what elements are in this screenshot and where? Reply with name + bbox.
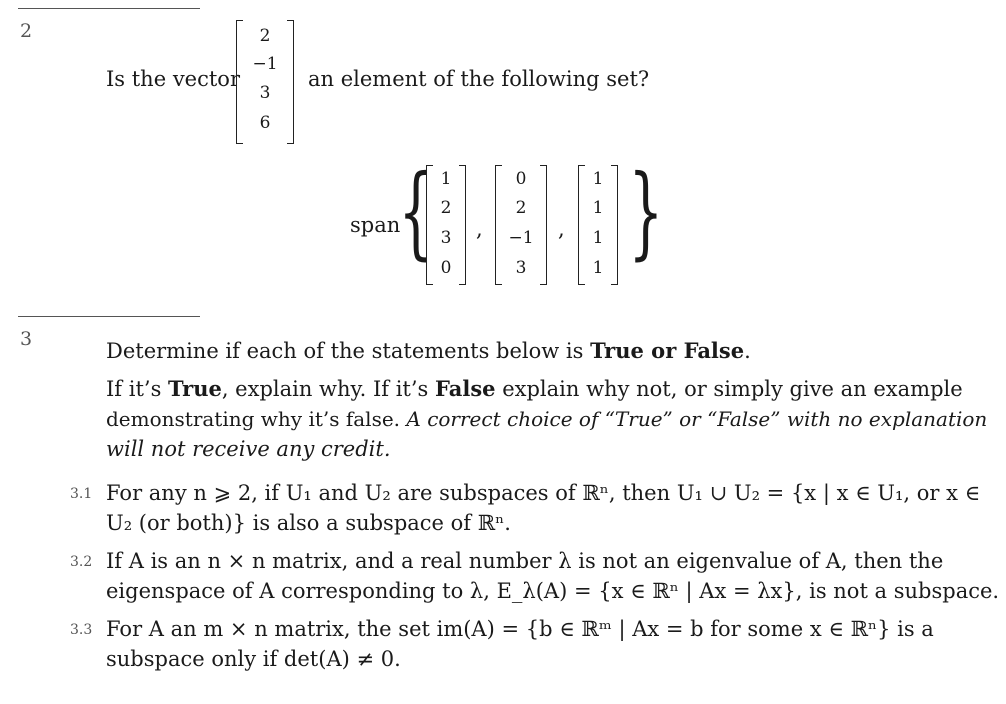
vector-entry: 1 bbox=[592, 169, 604, 189]
problem-number-3: 3 bbox=[20, 328, 33, 350]
section-divider-3 bbox=[18, 316, 200, 317]
instruction-line-2: If it’s True, explain why. If it’s False explain why not, or simply give an example bbox=[106, 376, 963, 401]
item-3-1-line-1: For any n ⩾ 2, if U₁ and U₂ are subspaces of ℝⁿ, then U₁ ∪ U₂ = {x | x ∈ U₁, or x ∈ bbox=[106, 481, 981, 505]
question-text-after: an element of the following set? bbox=[308, 67, 650, 91]
vector-entry: −1 bbox=[252, 54, 278, 74]
item-3-3-line-1: For A an m × n matrix, the set im(A) = {b ∈ ℝᵐ | Ax = b for some x ∈ ℝⁿ} is a bbox=[106, 617, 934, 641]
vector-entry: 0 bbox=[440, 258, 452, 278]
span-label: span bbox=[350, 213, 401, 237]
vector-entry: 3 bbox=[440, 228, 452, 248]
vector-entry: 1 bbox=[592, 258, 604, 278]
span-vector-1 bbox=[426, 165, 466, 285]
span-vector-2 bbox=[495, 165, 547, 285]
question-text-before: Is the vector bbox=[106, 67, 240, 91]
left-brace: { bbox=[398, 153, 434, 270]
vector-entry: 3 bbox=[515, 258, 527, 278]
vector-entry: 2 bbox=[259, 26, 271, 46]
vector-entry: 6 bbox=[259, 113, 271, 133]
separator: , bbox=[476, 217, 483, 241]
vector-entry: 1 bbox=[592, 228, 604, 248]
item-3-1-line-2: U₂ (or both)} is also a subspace of ℝⁿ. bbox=[106, 511, 511, 535]
instruction-line-3: demonstrating why it’s false. A correct choice of “True” or “False” with no explanation bbox=[106, 407, 988, 431]
span-vector-3 bbox=[578, 165, 618, 285]
vector-entry: 2 bbox=[515, 198, 527, 218]
vector-entry: 2 bbox=[440, 198, 452, 218]
vector-entry: 1 bbox=[592, 198, 604, 218]
target-vector bbox=[236, 20, 294, 144]
item-label-3-2: 3.2 bbox=[70, 554, 93, 570]
separator: , bbox=[558, 217, 565, 241]
vector-entry: 1 bbox=[440, 169, 452, 189]
instruction-line-4: will not receive any credit. bbox=[106, 437, 391, 461]
item-3-3-line-2: subspace only if det(A) ≠ 0. bbox=[106, 647, 401, 671]
item-label-3-1: 3.1 bbox=[70, 486, 93, 502]
vector-entry: 3 bbox=[259, 83, 271, 103]
item-3-2-line-2: eigenspace of A corresponding to λ, E_λ(A) = {x ∈ ℝⁿ | Ax = λx}, is not a subspace. bbox=[106, 579, 1000, 603]
section-divider-2 bbox=[18, 8, 200, 9]
vector-entry: 0 bbox=[515, 169, 527, 189]
item-3-2-line-1: If A is an n × n matrix, and a real number λ is not an eigenvalue of A, then the bbox=[106, 549, 944, 573]
item-label-3-3: 3.3 bbox=[70, 622, 93, 638]
instruction-line-1: Determine if each of the statements below is True or False. bbox=[106, 338, 751, 363]
right-brace: } bbox=[628, 153, 664, 270]
vector-entry: −1 bbox=[508, 228, 534, 248]
problem-number-2: 2 bbox=[20, 20, 33, 42]
